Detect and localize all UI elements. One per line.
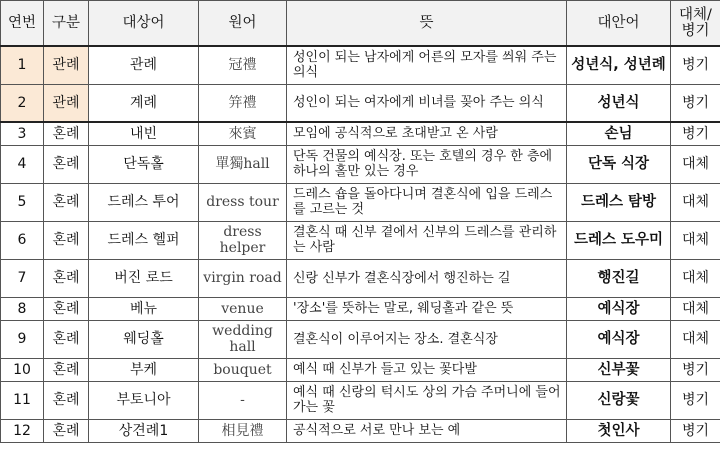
row-meaning: 모임에 공식적으로 초대받고 온 사람: [287, 122, 567, 145]
table-row: [1, 122, 720, 145]
row-target: 베뉴: [89, 297, 199, 320]
table-row: [1, 183, 720, 221]
row-mode: 병기: [671, 46, 720, 84]
row-mode: 병기: [671, 358, 720, 381]
row-no: 4: [1, 145, 44, 183]
row-replacement: 예식장: [567, 320, 671, 358]
row-category: 혼례: [44, 320, 89, 358]
row-category: 혼례: [44, 419, 89, 442]
row-origin: bouquet: [199, 358, 287, 381]
row-meaning: 예식 때 신부가 들고 있는 꽃다발: [287, 358, 567, 381]
row-replacement: 단독 식장: [567, 145, 671, 183]
table-header: [1, 1, 720, 47]
row-mode: 대체: [671, 145, 720, 183]
row-mode: 병기: [671, 122, 720, 145]
row-no: 8: [1, 297, 44, 320]
row-origin: dress tour: [199, 183, 287, 221]
row-meaning: 예식 때 신랑의 턱시도 상의 가슴 주머니에 들어가는 꽃: [287, 381, 567, 419]
row-category: 혼례: [44, 145, 89, 183]
header-replacement: 대안어: [567, 1, 671, 47]
row-target: 단독홀: [89, 145, 199, 183]
row-no: 11: [1, 381, 44, 419]
row-origin: 冠禮: [199, 46, 287, 84]
table-row: [1, 84, 720, 122]
row-replacement: 행진길: [567, 259, 671, 297]
row-mode: 대체: [671, 320, 720, 358]
row-target: 드레스 투어: [89, 183, 199, 221]
row-meaning: 공식적으로 서로 만나 보는 예: [287, 419, 567, 442]
row-target: 버진 로드: [89, 259, 199, 297]
row-category: 혼례: [44, 221, 89, 259]
row-target: 상견례1: [89, 419, 199, 442]
row-replacement: 손님: [567, 122, 671, 145]
table-body: [1, 46, 720, 442]
row-target: 웨딩홀: [89, 320, 199, 358]
row-category: 관례: [44, 84, 89, 122]
row-no: 6: [1, 221, 44, 259]
row-meaning: 결혼식 때 신부 곁에서 신부의 드레스를 관리하는 사람: [287, 221, 567, 259]
row-replacement: 첫인사: [567, 419, 671, 442]
table-row: [1, 145, 720, 183]
row-category: 혼례: [44, 297, 89, 320]
row-no: 9: [1, 320, 44, 358]
table-row: [1, 320, 720, 358]
header-origin: 원어: [199, 1, 287, 47]
row-origin: virgin road: [199, 259, 287, 297]
row-replacement: 성년식: [567, 84, 671, 122]
row-no: 7: [1, 259, 44, 297]
row-category: 혼례: [44, 381, 89, 419]
row-target: 관례: [89, 46, 199, 84]
row-mode: 대체: [671, 259, 720, 297]
row-replacement: 신부꽃: [567, 358, 671, 381]
row-replacement: 신랑꽃: [567, 381, 671, 419]
row-origin: 相見禮: [199, 419, 287, 442]
row-target: 부토니아: [89, 381, 199, 419]
row-target: 드레스 헬퍼: [89, 221, 199, 259]
row-meaning: 결혼식이 이루어지는 장소. 결혼식장: [287, 320, 567, 358]
row-replacement: 예식장: [567, 297, 671, 320]
row-category: 혼례: [44, 358, 89, 381]
header-category: 구분: [44, 1, 89, 47]
row-category: 혼례: [44, 183, 89, 221]
row-no: 3: [1, 122, 44, 145]
header-no: 연번: [1, 1, 44, 47]
row-origin: 來賓: [199, 122, 287, 145]
row-replacement: 드레스 도우미: [567, 221, 671, 259]
header-meaning: 뜻: [287, 1, 567, 47]
row-category: 관례: [44, 46, 89, 84]
row-origin: venue: [199, 297, 287, 320]
row-replacement: 성년식, 성년례: [567, 46, 671, 84]
row-mode: 대체: [671, 221, 720, 259]
row-no: 10: [1, 358, 44, 381]
table-row: [1, 46, 720, 84]
row-no: 12: [1, 419, 44, 442]
table-row: [1, 381, 720, 419]
row-meaning: 드레스 숍을 돌아다니며 결혼식에 입을 드레스를 고르는 것: [287, 183, 567, 221]
row-target: 계례: [89, 84, 199, 122]
row-target: 부케: [89, 358, 199, 381]
row-meaning: 성인이 되는 남자에게 어른의 모자를 씌워 주는 의식: [287, 46, 567, 84]
row-no: 5: [1, 183, 44, 221]
row-origin: 單獨hall: [199, 145, 287, 183]
header-target: 대상어: [89, 1, 199, 47]
row-meaning: 성인이 되는 여자에게 비녀를 꽂아 주는 의식: [287, 84, 567, 122]
header-mode: 대체/병기: [671, 1, 720, 47]
row-origin: dress helper: [199, 221, 287, 259]
row-target: 내빈: [89, 122, 199, 145]
table-row: [1, 259, 720, 297]
row-meaning: 단독 건물의 예식장. 또는 호텔의 경우 한 층에 하나의 홀만 있는 경우: [287, 145, 567, 183]
row-origin: -: [199, 381, 287, 419]
row-no: 1: [1, 46, 44, 84]
row-no: 2: [1, 84, 44, 122]
row-mode: 병기: [671, 419, 720, 442]
table-row: [1, 221, 720, 259]
row-mode: 병기: [671, 381, 720, 419]
table-row: [1, 358, 720, 381]
row-origin: 笄禮: [199, 84, 287, 122]
table-row: [1, 419, 720, 442]
row-meaning: 신랑 신부가 결혼식장에서 행진하는 길: [287, 259, 567, 297]
row-category: 혼례: [44, 259, 89, 297]
row-origin: wedding hall: [199, 320, 287, 358]
row-replacement: 드레스 탐방: [567, 183, 671, 221]
row-mode: 대체: [671, 183, 720, 221]
row-meaning: '장소'를 뜻하는 말로, 웨딩홀과 같은 뜻: [287, 297, 567, 320]
row-category: 혼례: [44, 122, 89, 145]
row-mode: 병기: [671, 84, 720, 122]
row-mode: 대체: [671, 297, 720, 320]
table-row: [1, 297, 720, 320]
